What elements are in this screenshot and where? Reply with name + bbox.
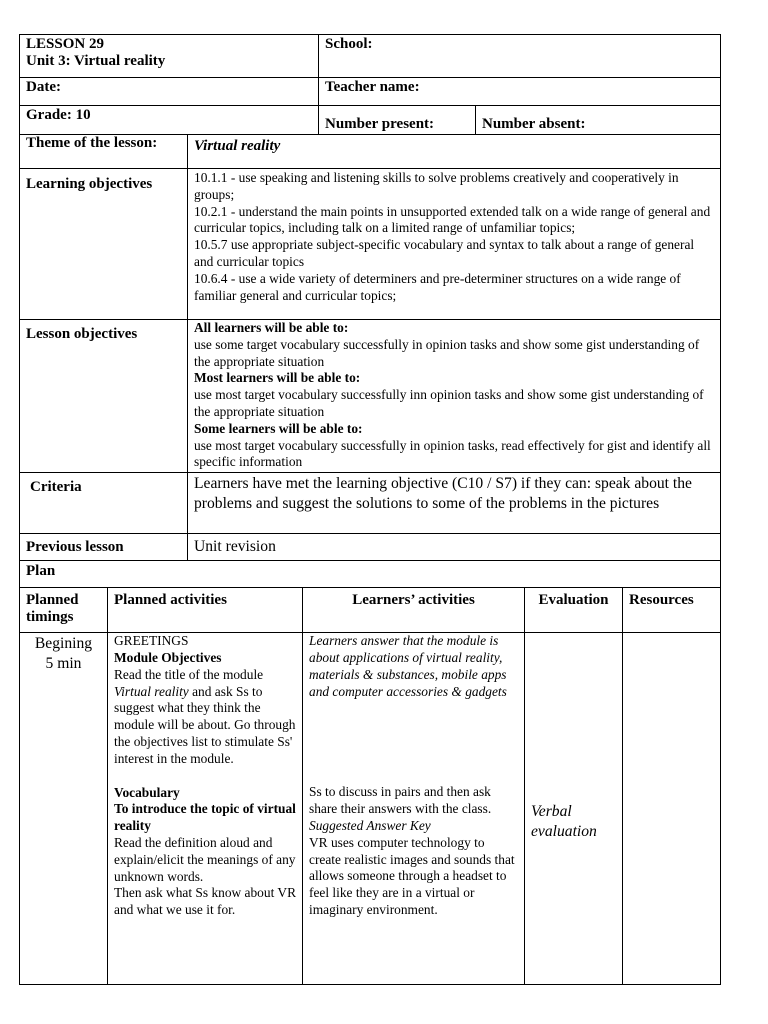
school-label: School: (325, 36, 373, 52)
number-present-cell (319, 106, 476, 135)
criteria-cell (188, 473, 721, 534)
learning-objectives-cell (188, 169, 721, 320)
previous-lesson-cell (188, 534, 721, 561)
evaluation-value: Verbal evaluation (531, 803, 597, 840)
school-cell (319, 35, 721, 78)
col-header-evaluation: Evaluation (525, 588, 623, 633)
criteria-label: Criteria (30, 479, 82, 496)
most-learners-heading: Most learners will be able to: (194, 370, 361, 386)
col-header-timings: Planned timings (20, 588, 108, 633)
col-header-activities: Planned activities (108, 588, 303, 633)
vocabulary-heading: Vocabulary (114, 784, 180, 800)
lesson-objectives-label-cell (20, 320, 188, 473)
learners-cell (303, 633, 525, 985)
learning-objective-item: 10.6.4 - use a wide variety of determiners and pre-determiner structures on a wide range of familiar general and curricular topics; (194, 270, 681, 303)
date-cell (20, 78, 319, 106)
teacher-cell (319, 78, 721, 106)
col-header-learners: Learners’ activities (303, 588, 525, 633)
timing-stage: Begining (34, 635, 93, 653)
previous-lesson-label-cell (20, 534, 188, 561)
learning-objective-item: 10.1.1 - use speaking and listening skills to solve problems creatively and cooperatively in groups; (194, 170, 679, 202)
theme-label-cell (20, 135, 188, 169)
learning-objective-item: 10.2.1 - understand the main points in unsupported extended talk on a wide range of general and curricular topics, including talk on a limited range of unfamiliar topics; (194, 203, 711, 236)
vocabulary-text-1: Read the definition aloud and explain/elicit the meanings of any unknown words. (114, 834, 296, 884)
learning-objectives-label: Learning objectives (26, 176, 153, 192)
plan-label: Plan (26, 563, 56, 580)
learning-objective-item: 10.5.7 use appropriate subject-specific vocabulary and syntax to talk about a range of general and curricular topics (194, 237, 695, 269)
number-present-label: Number present: (325, 116, 435, 132)
learners-activity-2-answer: VR uses computer technology to create realistic images and sounds that allows someone through a headset to feel like they are in a virtual or imaginary environment. (309, 834, 515, 917)
greetings-text: GREETINGS (114, 633, 189, 649)
evaluation-cell (525, 633, 623, 985)
grade-cell (20, 106, 319, 135)
unit-title: Unit 3: Virtual reality (26, 53, 166, 69)
module-objectives-text: Read the title of the module Virtual reality and ask Ss to suggest what they think the module will be about. Go through the objectives list to stimulate Ss' interest in the module. (114, 666, 296, 766)
timing-duration: 5 min (45, 654, 82, 672)
vocabulary-text-2: Then ask what Ss know about VR and what we use it for. (114, 885, 297, 918)
all-learners-text: use some target vocabulary successfully in opinion tasks and show some gist understanding of the appropriate situation (194, 336, 700, 369)
criteria-label-cell (20, 473, 188, 534)
timing-cell (20, 633, 108, 985)
info-table (19, 134, 721, 588)
header-table (19, 34, 721, 135)
module-title: Virtual reality (114, 683, 189, 699)
all-learners-heading: All learners will be able to: (194, 320, 349, 335)
learners-activity-1: Learners answer that the module is about applications of virtual reality, materials & substances, mobile apps and computer accessories & gadgets (309, 633, 507, 699)
number-absent-label: Number absent: (482, 116, 586, 132)
lesson-objectives-cell (188, 320, 721, 473)
some-learners-heading: Some learners will be able to: (194, 420, 363, 436)
learners-activity-2: Ss to discuss in pairs and then ask share their answers with the class. Suggested Answer Key (309, 784, 492, 833)
learning-objectives-label-cell (20, 169, 188, 320)
number-absent-cell (476, 106, 721, 135)
theme-value: Virtual reality (194, 138, 281, 154)
col-header-resources: Resources (623, 588, 721, 633)
teacher-label: Teacher name: (325, 79, 420, 95)
previous-lesson-value: Unit revision (194, 538, 276, 556)
plan-table (19, 587, 721, 985)
resources-cell (623, 633, 721, 985)
module-objectives-heading: Module Objectives (114, 649, 222, 665)
lesson-number: LESSON 29 (26, 36, 104, 52)
vocabulary-sub-heading: To introduce the topic of virtual reality (114, 801, 296, 834)
lesson-objectives-label: Lesson objectives (26, 326, 138, 342)
date-label: Date: (26, 79, 61, 95)
lesson-cell (20, 35, 319, 78)
previous-lesson-label: Previous lesson (26, 539, 124, 556)
lesson-plan-sheet (19, 34, 720, 985)
most-learners-text: use most target vocabulary successfully inn opinion tasks and show some gist understanding of the appropriate situation (194, 387, 704, 419)
grade-label: Grade: 10 (26, 107, 91, 123)
some-learners-text: use most target vocabulary successfully in opinion tasks, read effectively for gist and identify all specific information (194, 437, 711, 470)
activities-cell (108, 633, 303, 985)
theme-label: Theme of the lesson: (26, 135, 158, 151)
theme-value-cell (188, 135, 721, 169)
plan-label-cell (20, 561, 721, 588)
criteria-value: Learners have met the learning objective (C10 / S7) if they can: speak about the problems and suggest the solutions to some of the problems in the pictures (194, 475, 692, 512)
